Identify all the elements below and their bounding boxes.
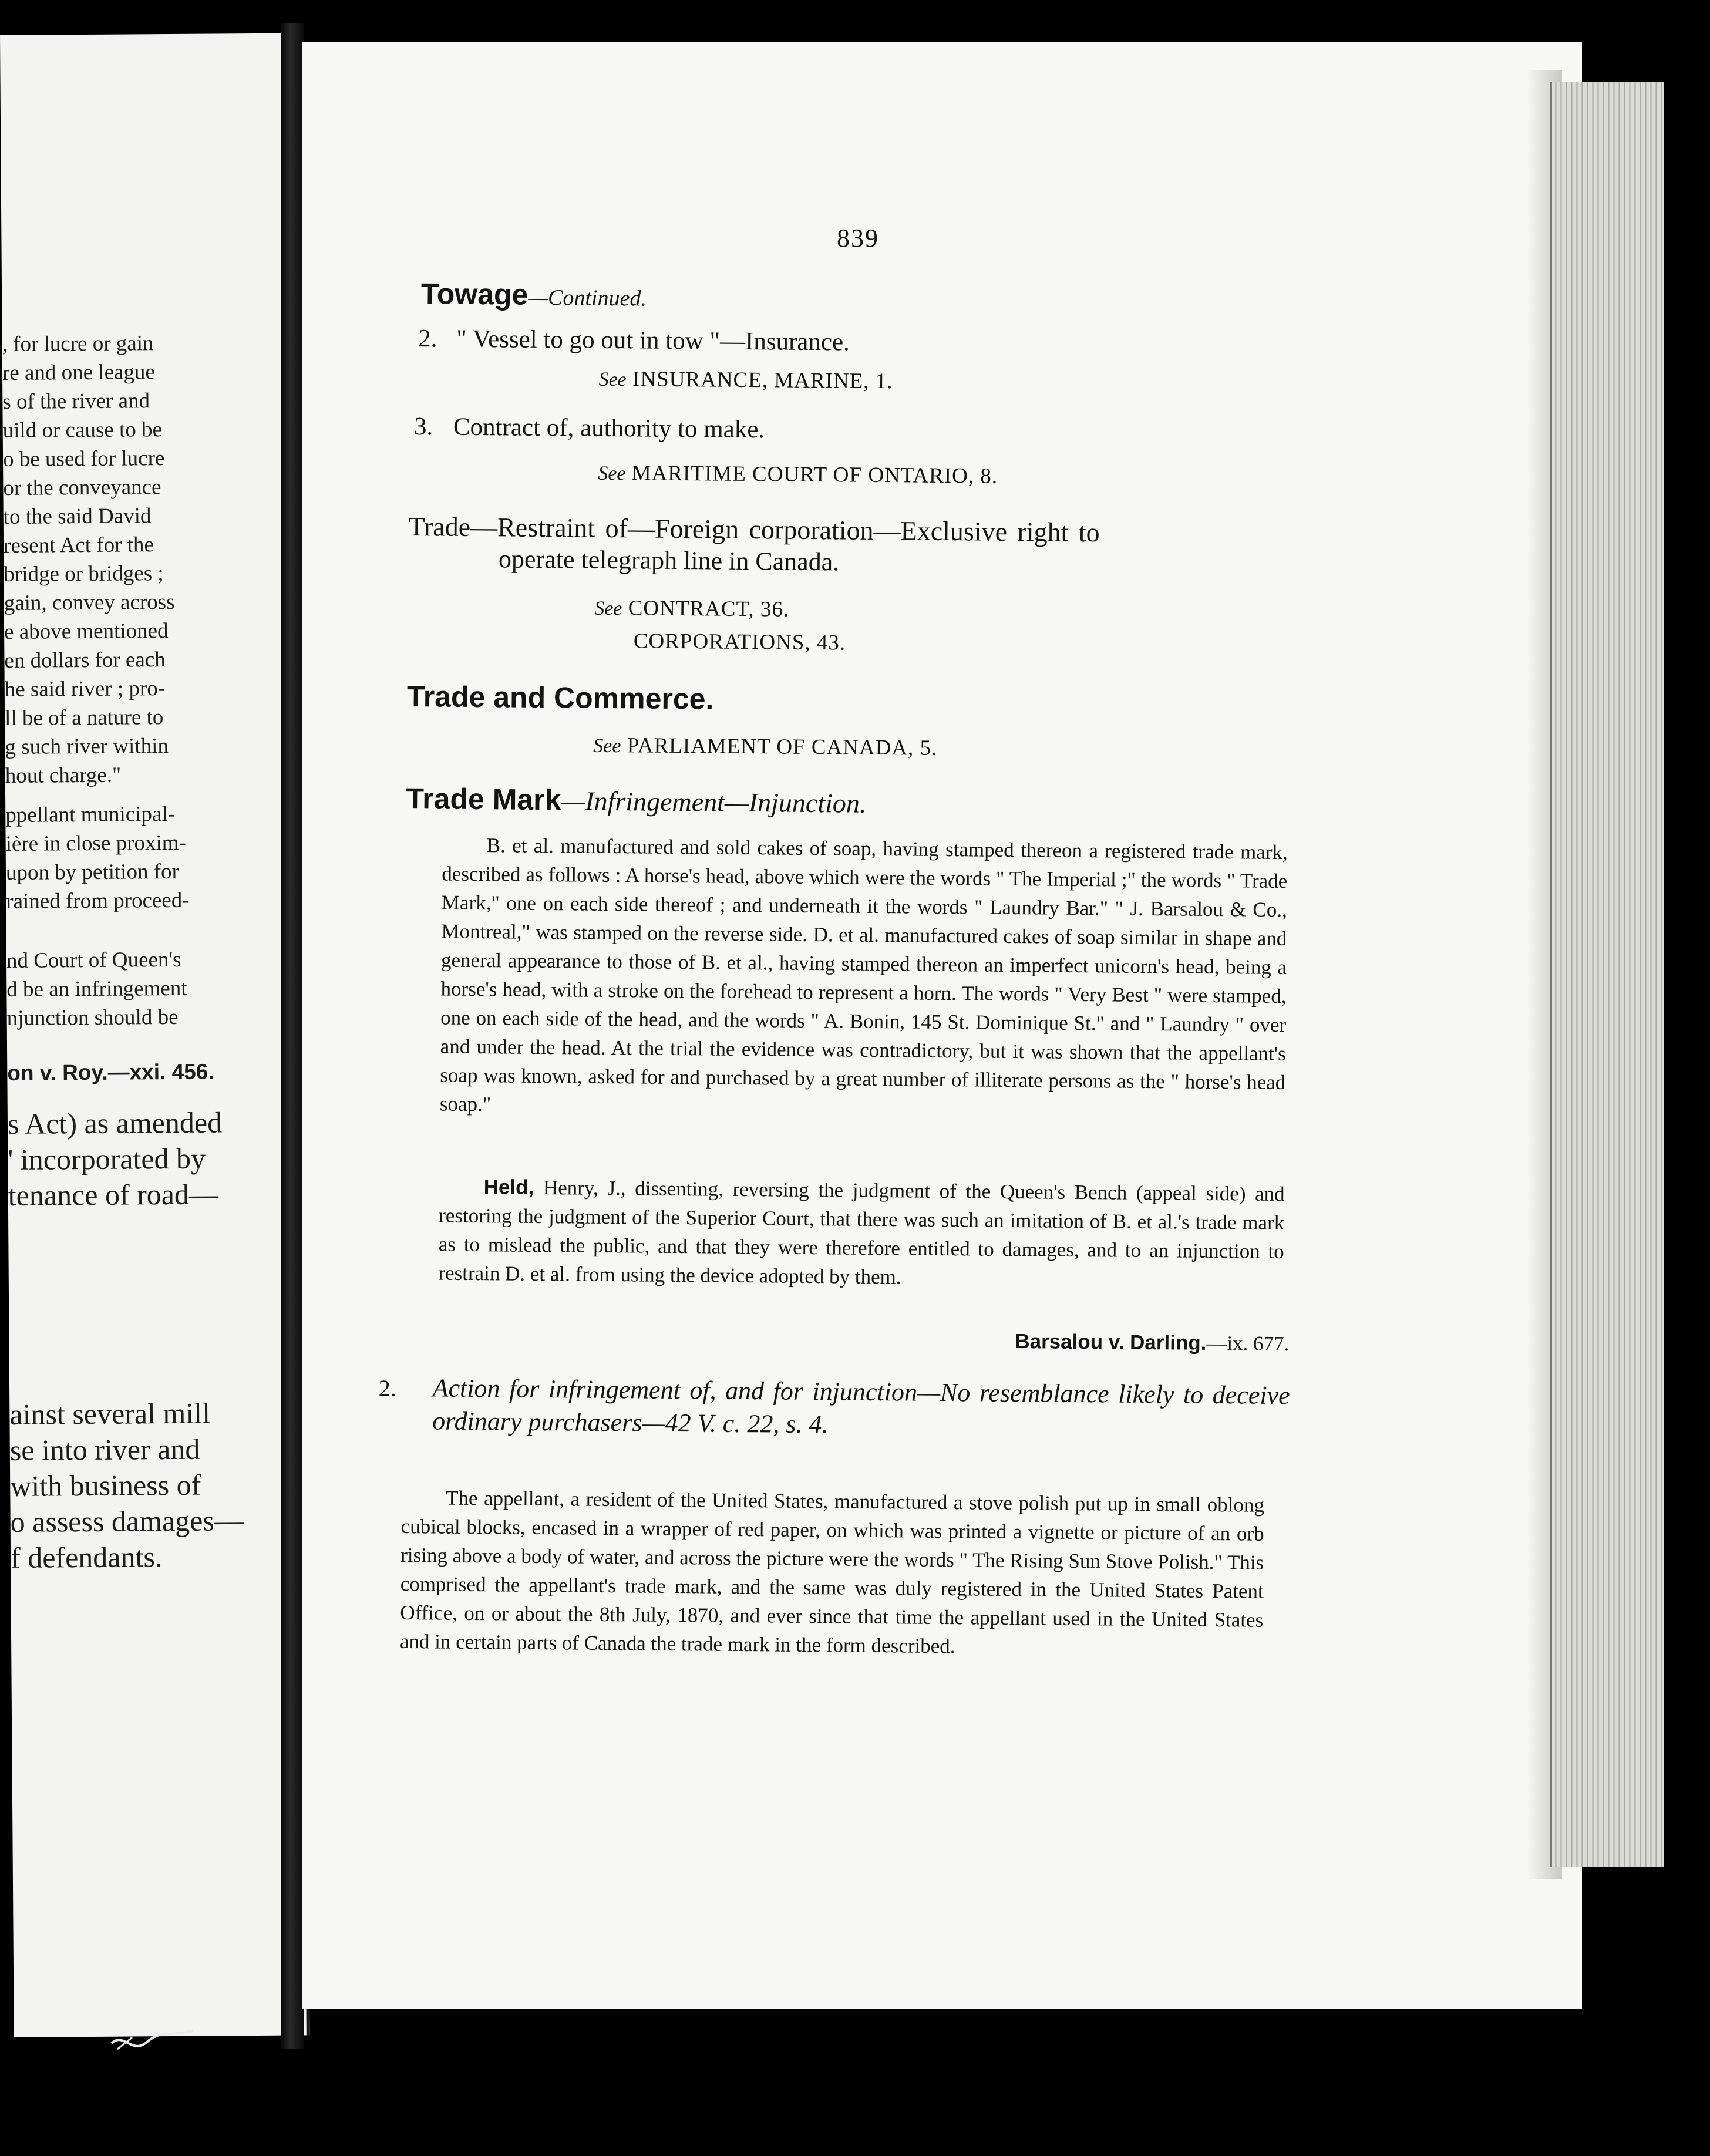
item-number: 2. bbox=[418, 325, 437, 353]
trade-heading-line-2: operate telegraph line in Canada. bbox=[498, 544, 840, 577]
left-page-line: to the said David bbox=[3, 504, 152, 529]
left-page-line: ' incorporated by bbox=[8, 1141, 206, 1176]
towage-item-3 bbox=[414, 410, 765, 447]
trade-mark-title: Trade Mark bbox=[406, 781, 561, 817]
left-page-line: or the conveyance bbox=[3, 475, 161, 500]
case-reference: —ix. 677. bbox=[1206, 1331, 1290, 1356]
held-label: Held, bbox=[483, 1175, 534, 1199]
left-page-line: e above mentioned bbox=[4, 619, 169, 644]
left-page-line: ppellant municipal- bbox=[5, 801, 176, 827]
book-gutter bbox=[281, 23, 304, 2049]
left-page-line: se into river and bbox=[9, 1432, 200, 1467]
left-page-line: o be used for lucre bbox=[2, 446, 165, 471]
left-page-line: , for lucre or gain bbox=[2, 331, 154, 356]
left-page-line: re and one league bbox=[2, 360, 156, 385]
trade-heading-line-1: Trade—Restraint of—Foreign corporation—Exclusive right to bbox=[408, 511, 1100, 548]
left-page-line: o assess damages— bbox=[10, 1504, 244, 1538]
left-page-line: rained from proceed- bbox=[6, 888, 190, 914]
trade-mark-paragraph-1: B. et al. manufactured and sold cakes of soap, having stamped thereon a registered trade mark, described as follows : A horse's head, above which were the words " The Imperial ;" the words " Trade Mark," one on each side thereof ; and underneath it the words " Laundry Bar." " J. Barsalou & Co., Montreal," was stamped on the reverse side. D. et al. manufactured cakes of soap similar in shape and general appearance to those of B. et al., having stamped thereon an imperfect unicorn's head, being a horse's head, with a stroke on the forehead to represent a horn. The words " Very Best " were stamped, one on each side of the head, and the words " A. Bonin, 145 St. Dominique St." and " Laundry " over and under the head. At the trial the evidence was contradictory, but it was shown that the appellant's soap was known, asked for and purchased by a great number of illiterate persons as the " horse's head soap." bbox=[439, 834, 1288, 1116]
see-reference: PARLIAMENT OF CANADA, 5. bbox=[627, 733, 938, 760]
scratch-mark bbox=[106, 2026, 200, 2061]
trade-mark-paragraph-2: The appellant, a resident of the United States, manufactured a stove polish put up in small oblong cubical blocks, encased in a wrapper of red paper, on which was printed a vignette or picture of an orb rising above a body of water, and across the picture were the words " The Rising Sun Stove Polish." This comprised the appellant's trade mark, and the same was duly registered in the United States Patent Office, on or about the 8th July, 1870, and ever since that time the appellant used in the United States and in certain parts of Canada the trade mark in the form described. bbox=[399, 1486, 1265, 1658]
left-page-line: njunction should be bbox=[6, 1005, 179, 1030]
left-page-line: en dollars for each bbox=[4, 648, 166, 673]
left-page bbox=[0, 33, 310, 2037]
left-page-line: s Act) as amended bbox=[7, 1106, 223, 1140]
left-page-line: nd Court of Queen's bbox=[6, 947, 181, 973]
trade-mark-held-paragraph bbox=[438, 1172, 1285, 1295]
towage-heading bbox=[421, 275, 647, 315]
page-stack-edge bbox=[1550, 82, 1664, 1867]
page-number: 839 bbox=[837, 224, 879, 252]
towage-title: Towage bbox=[420, 277, 529, 311]
left-page-line: ière in close proxim- bbox=[5, 830, 186, 856]
left-page-line: uild or cause to be bbox=[2, 417, 163, 443]
left-page-text bbox=[0, 33, 292, 1574]
towage-item-3-see bbox=[598, 459, 998, 492]
item-number: 3. bbox=[413, 413, 433, 441]
trade-mark-item-2-heading: Action for infringement of, and for injunction—No resemblance likely to deceive ordinary purchasers—42 V. c. 22, s. 4. bbox=[432, 1373, 1290, 1439]
left-page-line: d be an infringement bbox=[6, 976, 187, 1002]
see-label: See bbox=[593, 735, 621, 757]
trade-mark-heading bbox=[406, 780, 867, 821]
see-reference: MARITIME COURT OF ONTARIO, 8. bbox=[631, 461, 998, 489]
item-text: " Vessel to go out in tow "—Insurance. bbox=[456, 325, 850, 356]
see-label: See bbox=[594, 597, 622, 620]
case-citation bbox=[1015, 1330, 1289, 1356]
left-page-line: upon by petition for bbox=[5, 859, 180, 885]
left-page-line: gain, convey across bbox=[4, 589, 175, 615]
left-page-line: he said river ; pro- bbox=[4, 676, 166, 702]
item-text: Contract of, authority to make. bbox=[453, 413, 765, 444]
left-page-line: g such river within bbox=[5, 734, 169, 759]
towage-item-2-see bbox=[598, 365, 893, 397]
left-page-line: s of the river and bbox=[2, 389, 150, 414]
see-reference: INSURANCE, MARINE, 1. bbox=[632, 367, 893, 394]
towage-continued: —Continued. bbox=[528, 285, 647, 311]
left-page-line: ll be of a nature to bbox=[4, 705, 164, 730]
see-label: See bbox=[598, 368, 627, 391]
left-page-line: hout charge." bbox=[5, 763, 122, 788]
left-page-line: bridge or bridges ; bbox=[4, 561, 164, 587]
trade-and-commerce-see bbox=[593, 731, 938, 764]
see-reference: CONTRACT, 36. bbox=[628, 596, 790, 622]
left-page-line: on v. Roy.—xxi. 456. bbox=[7, 1059, 214, 1085]
case-name: Barsalou v. Darling. bbox=[1015, 1330, 1207, 1355]
left-page-line: f defendants. bbox=[10, 1540, 163, 1574]
trade-see bbox=[594, 594, 789, 625]
trade-mark-subhead: —Infringement—Injunction. bbox=[561, 786, 867, 818]
left-page-line: tenance of road— bbox=[8, 1177, 219, 1212]
left-page-line: resent Act for the bbox=[3, 533, 154, 558]
see-label: See bbox=[598, 462, 626, 485]
left-page-line: ainst several mill bbox=[9, 1396, 211, 1431]
left-page-line: with business of bbox=[10, 1468, 201, 1503]
trade-mark-item-2-number: 2. bbox=[378, 1375, 396, 1402]
held-text: Henry, J., dissenting, reversing the judgment of the Queen's Bench (appeal side) and restoring the judgment of the Superior Court, that there was such an imitation of B. et al.'s trade mark as to mislead the public, and that they were therefore entitled to damages, and to an injunction to restrain D. et al. from using the device adopted by them. bbox=[438, 1176, 1285, 1289]
trade-see-2: CORPORATIONS, 43. bbox=[633, 629, 846, 655]
towage-item-2 bbox=[418, 322, 850, 359]
trade-and-commerce-heading: Trade and Commerce. bbox=[406, 679, 714, 716]
